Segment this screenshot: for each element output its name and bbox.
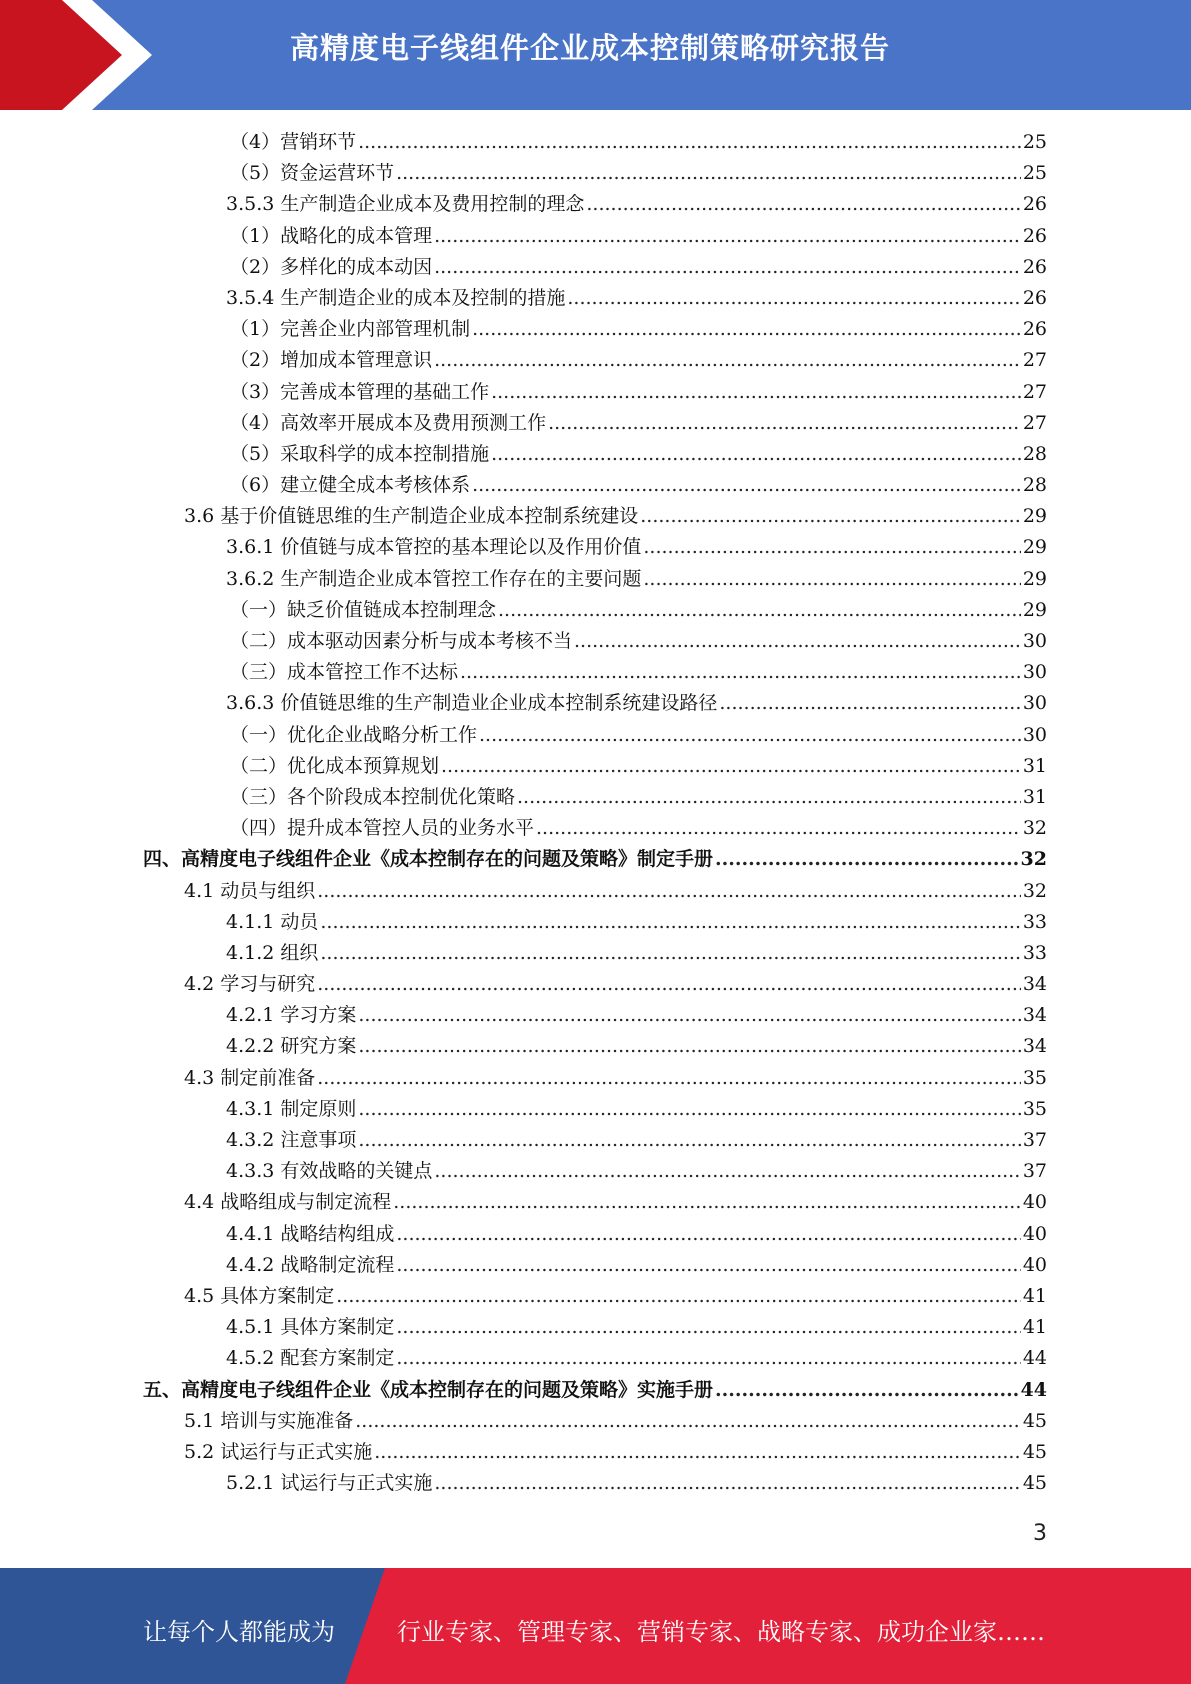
toc-entry-label: 4.4.1 战略结构组成 bbox=[226, 1222, 395, 1245]
toc-entry-page: 30 bbox=[1022, 723, 1047, 746]
toc-entry-label: 5.2.1 试运行与正式实施 bbox=[226, 1472, 433, 1495]
toc-entry-page: 44 bbox=[1022, 1347, 1047, 1370]
toc-entry[interactable] bbox=[0, 532, 1191, 563]
toc-dot-leader bbox=[396, 1312, 1020, 1343]
toc-entry[interactable] bbox=[0, 1468, 1191, 1499]
toc-entry-page: 28 bbox=[1022, 442, 1047, 465]
toc-dot-leader bbox=[441, 751, 1021, 782]
toc-entry-label: 3.5.4 生产制造企业的成本及控制的措施 bbox=[226, 286, 566, 309]
toc-entry[interactable] bbox=[0, 844, 1191, 875]
toc-entry[interactable] bbox=[0, 938, 1191, 969]
toc-dot-leader bbox=[396, 1219, 1020, 1250]
toc-entry[interactable] bbox=[0, 907, 1191, 938]
toc-entry-page: 27 bbox=[1022, 411, 1047, 434]
toc-dot-leader bbox=[479, 720, 1021, 751]
toc-entry[interactable] bbox=[0, 782, 1191, 813]
toc-entry-label: 4.2.2 研究方案 bbox=[226, 1035, 357, 1058]
toc-entry[interactable] bbox=[0, 1094, 1191, 1125]
toc-dot-leader bbox=[715, 1375, 1019, 1406]
toc-entry-label: 4.3.3 有效战略的关键点 bbox=[226, 1160, 433, 1183]
toc-dot-leader bbox=[498, 595, 1021, 626]
table-of-contents bbox=[0, 127, 1191, 1499]
toc-entry[interactable] bbox=[0, 158, 1191, 189]
toc-dot-leader bbox=[358, 1125, 1020, 1156]
toc-entry-label: 4.5.1 具体方案制定 bbox=[226, 1316, 395, 1339]
toc-entry[interactable] bbox=[0, 345, 1191, 376]
toc-entry[interactable] bbox=[0, 564, 1191, 595]
toc-entry-label: 5.1 培训与实施准备 bbox=[184, 1409, 354, 1432]
toc-dot-leader bbox=[574, 626, 1021, 657]
toc-entry-label: （3）完善成本管理的基础工作 bbox=[230, 380, 490, 403]
toc-entry[interactable] bbox=[0, 688, 1191, 719]
toc-dot-leader bbox=[517, 782, 1021, 813]
toc-dot-leader bbox=[374, 1437, 1021, 1468]
toc-entry-page: 26 bbox=[1022, 193, 1047, 216]
toc-entry-page: 27 bbox=[1022, 349, 1047, 372]
toc-entry-page: 30 bbox=[1022, 661, 1047, 684]
toc-dot-leader bbox=[336, 1281, 1021, 1312]
toc-entry[interactable] bbox=[0, 657, 1191, 688]
toc-dot-leader bbox=[643, 564, 1020, 595]
toc-dot-leader bbox=[548, 408, 1021, 439]
toc-entry-label: （2）多样化的成本动因 bbox=[230, 255, 433, 278]
toc-dot-leader bbox=[434, 1156, 1020, 1187]
toc-entry-page: 28 bbox=[1022, 474, 1047, 497]
toc-entry-page: 40 bbox=[1022, 1191, 1047, 1214]
toc-entry-label: （一）优化企业战略分析工作 bbox=[230, 723, 478, 746]
toc-dot-leader bbox=[434, 252, 1021, 283]
toc-entry-label: 4.1 动员与组织 bbox=[184, 879, 316, 902]
toc-entry-label: （1）战略化的成本管理 bbox=[230, 224, 433, 247]
toc-entry-page: 35 bbox=[1022, 1066, 1047, 1089]
toc-dot-leader bbox=[643, 532, 1020, 563]
toc-entry-page: 32 bbox=[1022, 879, 1047, 902]
toc-entry-page: 34 bbox=[1022, 1035, 1047, 1058]
toc-dot-leader bbox=[358, 127, 1021, 158]
toc-entry-label: 4.1.1 动员 bbox=[226, 910, 319, 933]
toc-dot-leader bbox=[317, 876, 1021, 907]
toc-entry-page: 45 bbox=[1022, 1472, 1047, 1495]
toc-entry-label: （2）增加成本管理意识 bbox=[230, 349, 433, 372]
toc-entry[interactable] bbox=[0, 377, 1191, 408]
toc-entry-label: 4.1.2 组织 bbox=[226, 941, 319, 964]
toc-entry-page: 26 bbox=[1022, 318, 1047, 341]
toc-entry[interactable] bbox=[0, 876, 1191, 907]
toc-entry[interactable] bbox=[0, 751, 1191, 782]
toc-dot-leader bbox=[434, 345, 1021, 376]
toc-entry-label: 3.5.3 生产制造企业成本及费用控制的理念 bbox=[226, 193, 585, 216]
toc-dot-leader bbox=[719, 688, 1020, 719]
toc-dot-leader bbox=[567, 283, 1020, 314]
toc-entry-page: 45 bbox=[1022, 1409, 1047, 1432]
toc-entry[interactable] bbox=[0, 1343, 1191, 1374]
toc-entry-page: 37 bbox=[1022, 1160, 1047, 1183]
page-number: 3 bbox=[1033, 1521, 1047, 1546]
toc-dot-leader bbox=[396, 1250, 1020, 1281]
toc-dot-leader bbox=[358, 1094, 1020, 1125]
toc-entry-label: 五、高精度电子线组件企业《成本控制存在的问题及策略》实施手册 bbox=[143, 1378, 714, 1401]
toc-dot-leader bbox=[434, 1468, 1020, 1499]
toc-entry[interactable] bbox=[0, 626, 1191, 657]
toc-entry-page: 31 bbox=[1022, 785, 1047, 808]
toc-entry[interactable] bbox=[0, 1125, 1191, 1156]
footer-slogan-right: 行业专家、管理专家、营销专家、战略专家、成功企业家…… bbox=[397, 1618, 1045, 1646]
toc-entry-page: 25 bbox=[1022, 162, 1047, 185]
toc-entry[interactable] bbox=[0, 595, 1191, 626]
toc-entry-label: （5）采取科学的成本控制措施 bbox=[230, 442, 490, 465]
toc-entry-page: 44 bbox=[1020, 1378, 1047, 1401]
toc-entry-label: （二）优化成本预算规划 bbox=[230, 754, 440, 777]
toc-entry-page: 29 bbox=[1022, 505, 1047, 528]
toc-entry[interactable] bbox=[0, 969, 1191, 1000]
toc-entry-label: 4.5.2 配套方案制定 bbox=[226, 1347, 395, 1370]
toc-entry-page: 33 bbox=[1022, 910, 1047, 933]
toc-entry-label: （4）高效率开展成本及费用预测工作 bbox=[230, 411, 547, 434]
toc-dot-leader bbox=[715, 844, 1019, 875]
toc-dot-leader bbox=[320, 907, 1020, 938]
toc-dot-leader bbox=[393, 1187, 1021, 1218]
toc-entry-page: 33 bbox=[1022, 941, 1047, 964]
toc-entry-label: （四）提升成本管控人员的业务水平 bbox=[230, 817, 535, 840]
toc-entry[interactable] bbox=[0, 1437, 1191, 1468]
toc-dot-leader bbox=[472, 470, 1021, 501]
toc-entry-label: （1）完善企业内部管理机制 bbox=[230, 318, 471, 341]
toc-entry-page: 27 bbox=[1022, 380, 1047, 403]
page-footer bbox=[0, 1568, 1191, 1684]
toc-entry-page: 32 bbox=[1022, 817, 1047, 840]
toc-entry-label: （一）缺乏价值链成本控制理念 bbox=[230, 598, 497, 621]
toc-entry-label: 四、高精度电子线组件企业《成本控制存在的问题及策略》制定手册 bbox=[143, 848, 714, 871]
toc-dot-leader bbox=[317, 1063, 1021, 1094]
toc-entry[interactable] bbox=[0, 720, 1191, 751]
toc-entry-page: 26 bbox=[1022, 255, 1047, 278]
toc-entry[interactable] bbox=[0, 189, 1191, 220]
toc-entry[interactable] bbox=[0, 501, 1191, 532]
toc-entry[interactable] bbox=[0, 283, 1191, 314]
toc-entry-label: 4.4 战略组成与制定流程 bbox=[184, 1191, 392, 1214]
toc-dot-leader bbox=[536, 813, 1021, 844]
toc-entry-page: 29 bbox=[1022, 598, 1047, 621]
toc-entry-label: 4.4.2 战略制定流程 bbox=[226, 1253, 395, 1276]
toc-entry[interactable] bbox=[0, 314, 1191, 345]
toc-entry-label: （5）资金运营环节 bbox=[230, 162, 395, 185]
toc-entry-label: 4.2 学习与研究 bbox=[184, 973, 316, 996]
toc-entry[interactable] bbox=[0, 1187, 1191, 1218]
toc-entry-page: 26 bbox=[1022, 224, 1047, 247]
toc-entry-page: 34 bbox=[1022, 1004, 1047, 1027]
toc-entry-page: 25 bbox=[1022, 131, 1047, 153]
toc-entry-page: 34 bbox=[1022, 973, 1047, 996]
toc-dot-leader bbox=[396, 158, 1021, 189]
toc-entry-label: 3.6.1 价值链与成本管控的基本理论以及作用价值 bbox=[226, 536, 642, 559]
toc-entry[interactable] bbox=[0, 1406, 1191, 1437]
toc-entry-label: 5.2 试运行与正式实施 bbox=[184, 1440, 373, 1463]
toc-dot-leader bbox=[358, 1031, 1020, 1062]
toc-dot-leader bbox=[460, 657, 1021, 688]
toc-entry-page: 37 bbox=[1022, 1129, 1047, 1151]
toc-entry-label: 4.3.1 制定原则 bbox=[226, 1097, 357, 1120]
footer-slogan-left: 让每个人都能成为 bbox=[143, 1618, 335, 1646]
toc-entry-label: 3.6.2 生产制造企业成本管控工作存在的主要问题 bbox=[226, 567, 642, 590]
toc-entry-page: 32 bbox=[1020, 848, 1047, 871]
toc-entry[interactable] bbox=[0, 1156, 1191, 1187]
toc-entry[interactable] bbox=[0, 1312, 1191, 1343]
toc-dot-leader bbox=[396, 1343, 1020, 1374]
toc-entry[interactable] bbox=[0, 1219, 1191, 1250]
toc-dot-leader bbox=[640, 501, 1021, 532]
toc-entry[interactable] bbox=[0, 470, 1191, 501]
toc-dot-leader bbox=[491, 377, 1021, 408]
toc-entry-page: 40 bbox=[1022, 1222, 1047, 1245]
toc-dot-leader bbox=[586, 189, 1020, 220]
toc-entry[interactable] bbox=[0, 1250, 1191, 1281]
toc-dot-leader bbox=[434, 221, 1021, 252]
toc-dot-leader bbox=[472, 314, 1021, 345]
toc-dot-leader bbox=[358, 1000, 1020, 1031]
toc-entry-page: 30 bbox=[1022, 630, 1047, 652]
toc-entry-page: 26 bbox=[1022, 286, 1047, 309]
toc-entry-label: 4.5 具体方案制定 bbox=[184, 1284, 335, 1307]
toc-entry-label: （6）建立健全成本考核体系 bbox=[230, 474, 471, 497]
toc-entry-label: （4）营销环节 bbox=[230, 131, 357, 153]
toc-entry[interactable] bbox=[0, 127, 1191, 158]
toc-entry-label: （三）成本管控工作不达标 bbox=[230, 661, 459, 684]
toc-entry[interactable] bbox=[0, 439, 1191, 470]
toc-dot-leader bbox=[355, 1406, 1021, 1437]
toc-entry[interactable] bbox=[0, 1375, 1191, 1406]
toc-entry-label: 3.6.3 价值链思维的生产制造业企业成本控制系统建设路径 bbox=[226, 692, 718, 715]
toc-entry[interactable] bbox=[0, 221, 1191, 252]
toc-entry-page: 30 bbox=[1022, 692, 1047, 715]
toc-entry-page: 31 bbox=[1022, 754, 1047, 777]
toc-entry[interactable] bbox=[0, 1281, 1191, 1312]
toc-entry-label: （三）各个阶段成本控制优化策略 bbox=[230, 785, 516, 808]
toc-entry-label: 4.3.2 注意事项 bbox=[226, 1129, 357, 1151]
header-title: 高精度电子线组件企业成本控制策略研究报告 bbox=[290, 31, 891, 65]
toc-entry-page: 45 bbox=[1022, 1440, 1047, 1463]
toc-entry[interactable] bbox=[0, 1063, 1191, 1094]
toc-dot-leader bbox=[320, 938, 1020, 969]
toc-dot-leader bbox=[491, 439, 1021, 470]
toc-entry-label: 3.6 基于价值链思维的生产制造企业成本控制系统建设 bbox=[184, 505, 639, 528]
toc-entry-label: 4.3 制定前准备 bbox=[184, 1066, 316, 1089]
toc-entry[interactable] bbox=[0, 408, 1191, 439]
page-header bbox=[0, 0, 1191, 110]
toc-entry-page: 29 bbox=[1022, 567, 1047, 590]
toc-entry-page: 35 bbox=[1022, 1097, 1047, 1120]
toc-dot-leader bbox=[317, 969, 1021, 1000]
toc-entry[interactable] bbox=[0, 813, 1191, 844]
toc-entry[interactable] bbox=[0, 252, 1191, 283]
toc-entry-page: 41 bbox=[1022, 1284, 1047, 1307]
toc-entry-page: 29 bbox=[1022, 536, 1047, 559]
toc-entry-page: 41 bbox=[1022, 1316, 1047, 1339]
toc-entry[interactable] bbox=[0, 1000, 1191, 1031]
toc-entry-label: （二）成本驱动因素分析与成本考核不当 bbox=[230, 630, 573, 652]
toc-entry-page: 40 bbox=[1022, 1253, 1047, 1276]
toc-entry-label: 4.2.1 学习方案 bbox=[226, 1004, 357, 1027]
toc-entry[interactable] bbox=[0, 1031, 1191, 1062]
